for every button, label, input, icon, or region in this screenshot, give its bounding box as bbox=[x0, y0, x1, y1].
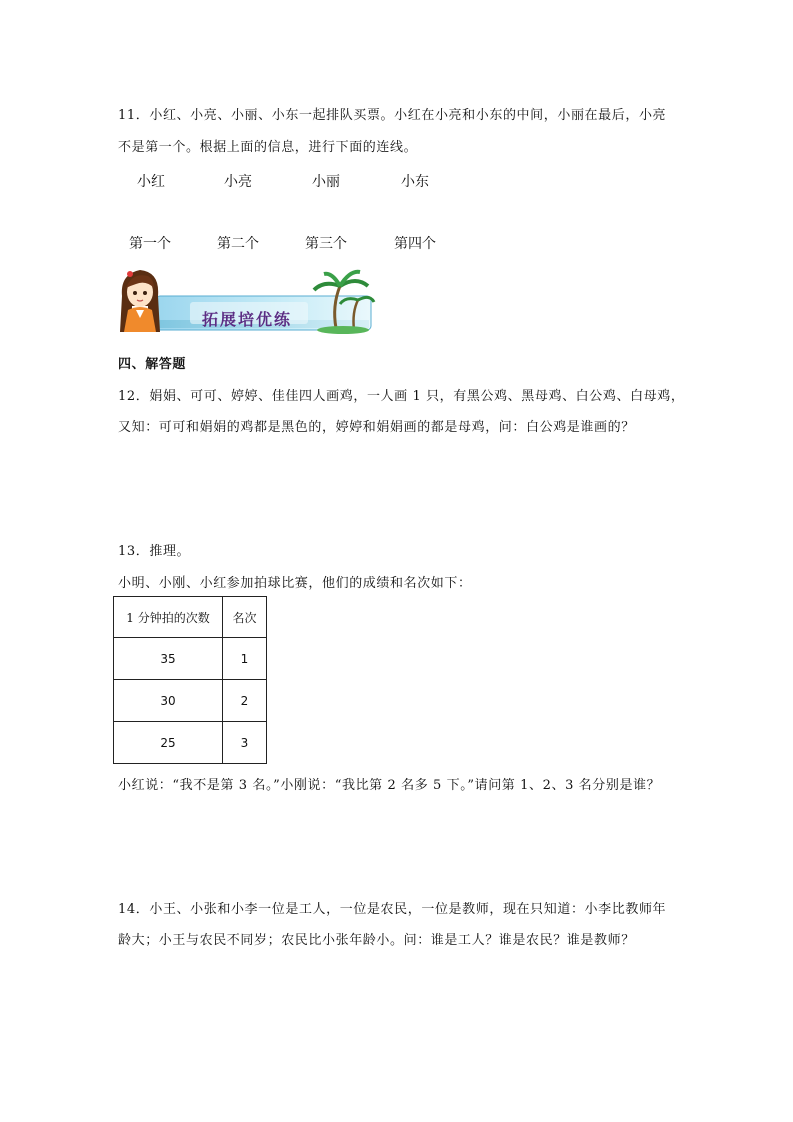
q12-text-line2: 又知：可可和娟娟的鸡都是黑色的，婷婷和娟娟画的都是母鸡，问：白公鸡是谁画的？ bbox=[118, 420, 635, 435]
q13-title: 13．推理。 bbox=[118, 544, 191, 559]
order-third: 第三个 bbox=[305, 236, 347, 252]
table-cell-count: 30 bbox=[114, 680, 223, 722]
table-row bbox=[114, 722, 267, 764]
banner-title: 拓展培优练 bbox=[202, 310, 293, 329]
q14-text-line2: 龄大；小王与农民不同岁；农民比小张年龄小。问：谁是工人？谁是农民？谁是教师？ bbox=[118, 933, 635, 948]
table-cell-rank: 3 bbox=[223, 722, 267, 764]
q13-question: 小红说：“我不是第 3 名。”小刚说：“我比第 2 名多 5 下。”请问第 1、2、3 名分别是谁？ bbox=[118, 778, 661, 793]
table-cell-rank: 1 bbox=[223, 638, 267, 680]
table-row bbox=[114, 680, 267, 722]
table-cell-rank: 2 bbox=[223, 680, 267, 722]
order-second: 第二个 bbox=[217, 236, 259, 252]
extension-banner bbox=[118, 266, 376, 336]
girl-character-icon bbox=[120, 270, 160, 332]
table-header-row bbox=[114, 597, 267, 638]
table-row bbox=[114, 638, 267, 680]
name-xiaoliang: 小亮 bbox=[224, 174, 252, 190]
q13-intro: 小明、小刚、小红参加拍球比赛，他们的成绩和名次如下： bbox=[118, 576, 472, 591]
name-xiaoli: 小丽 bbox=[312, 174, 340, 190]
order-fourth: 第四个 bbox=[394, 236, 436, 252]
score-table bbox=[113, 596, 267, 764]
q11-text-line2: 不是第一个。根据上面的信息，进行下面的连线。 bbox=[118, 140, 418, 155]
table-header-count: 1 分钟拍的次数 bbox=[114, 597, 223, 638]
q12-text-line1: 12．娟娟、可可、婷婷、佳佳四人画鸡，一人画 1 只，有黑公鸡、黑母鸡、白公鸡、白母鸡， bbox=[118, 389, 685, 404]
table-header-rank: 名次 bbox=[223, 597, 267, 638]
table-cell-count: 35 bbox=[114, 638, 223, 680]
q14-text-line1: 14．小王、小张和小李一位是工人，一位是农民，一位是教师，现在只知道：小李比教师年 bbox=[118, 902, 667, 917]
table-cell-count: 25 bbox=[114, 722, 223, 764]
q11-text-line1: 11．小红、小亮、小丽、小东一起排队买票。小红在小亮和小东的中间，小丽在最后，小亮 bbox=[118, 108, 667, 123]
order-first: 第一个 bbox=[129, 236, 171, 252]
section-title: 四、解答题 bbox=[118, 357, 187, 372]
name-xiaohong: 小红 bbox=[137, 174, 165, 190]
name-xiaodong: 小东 bbox=[401, 174, 429, 190]
